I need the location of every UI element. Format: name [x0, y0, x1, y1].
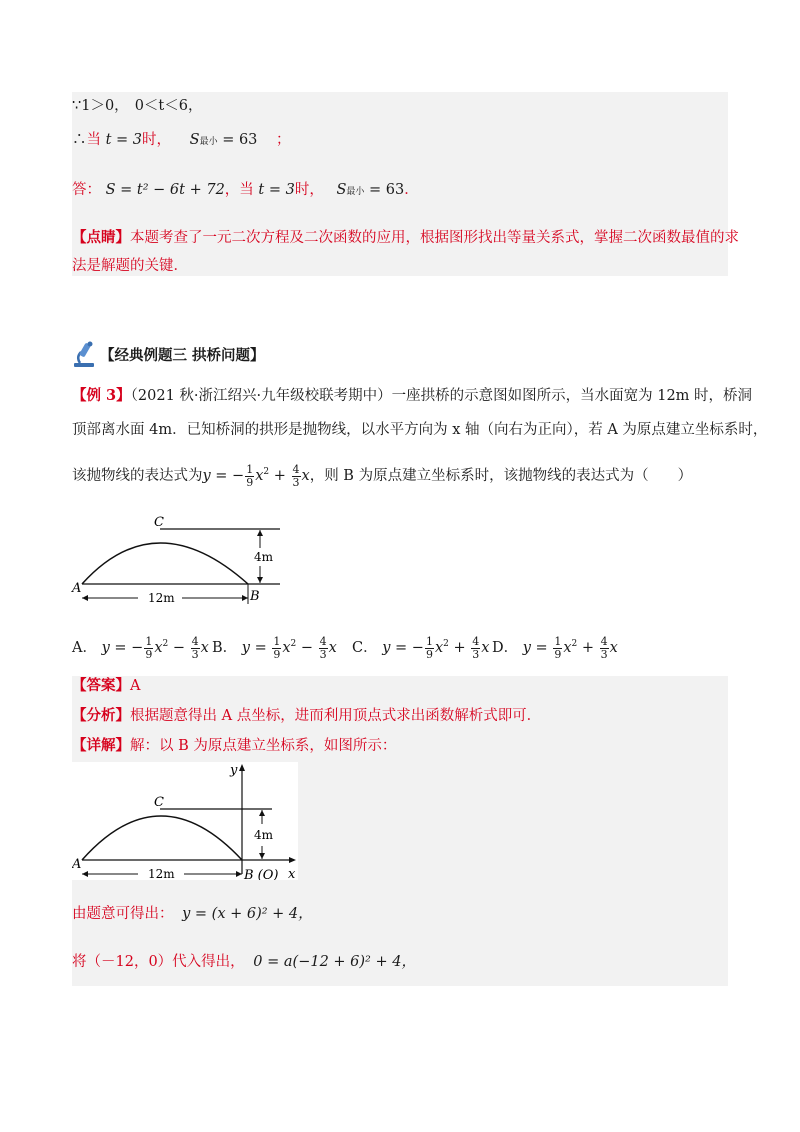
label-height: 4m [254, 828, 274, 842]
option-a[interactable]: A． y = − $\frac{1}{9}$ $x^2$ − $\frac{4}{3}$ x [72, 634, 209, 661]
label-width: 12m [148, 591, 175, 605]
label-C: C [154, 516, 164, 530]
line-answer-statement: 答： S = t² − 6t + 72，当 t = 3时， S最小 = 63． [72, 182, 419, 198]
label-A: A [72, 857, 82, 872]
option-b[interactable]: B． y = $\frac{1}{9}$ $x^2$ − $\frac{4}{3}$ x [212, 634, 337, 661]
label-B-O: B (O) [244, 868, 279, 880]
label-width: 12m [148, 867, 175, 880]
derive-line-2: 将（－12，0）代入得出， 0 = a(−12 + 6)² + 4， [72, 954, 416, 970]
section-title: 【经典例题三 拱桥问题】 [100, 347, 265, 364]
label-A: A [72, 581, 82, 596]
analysis-line: 【分析】根据题意得出 A 点坐标，进而利用顶点式求出函数解析式即可． [72, 707, 542, 724]
label-B: B [250, 589, 260, 604]
parabola-arch [82, 543, 248, 584]
derive-line-1: 由题意可得出： y = (x + 6)² + 4， [72, 906, 313, 922]
answer-line: 【答案】A [72, 677, 141, 694]
example-line-2: 顶部离水面 4m．已知桥洞的拱形是抛物线，以水平方向为 x 轴（向右为正向），若 A 为原点建立坐标系时， [72, 422, 768, 438]
line-condition: ∵1＞0， 0＜t＜6， [72, 98, 203, 114]
microscope-icon [72, 340, 98, 368]
figure-bridge-1 [70, 516, 290, 612]
option-d[interactable]: D． y = $\frac{1}{9}$ $x^2$ + $\frac{4}{3}$ x [492, 634, 618, 661]
label-height: 4m [254, 550, 274, 564]
example-line-3: 该抛物线的表达式为y = − $\frac{1}{9}$ $x^2$ + $\frac{4}{3}$ x，则 B 为原点建立坐标系时，该抛物线的表达式为（ ） [72, 462, 693, 489]
example-line-1: 【例 3】（2021 秋·浙江绍兴·九年级校联考期中）一座拱桥的示意图如图所示，当水面宽为 12m 时，桥洞 [72, 387, 753, 404]
option-c[interactable]: C． y = − $\frac{1}{9}$ $x^2$ + $\frac{4}{3}$ x [352, 634, 490, 661]
detail-line: 【详解】解：以 B 为原点建立坐标系，如图所示： [72, 737, 397, 754]
label-x: x [288, 867, 296, 880]
parabola-arch [82, 816, 242, 860]
comment-line-1: 【点睛】本题考查了一元二次方程及二次函数的应用，根据图形找出等量关系式，掌握二次函数最值的求 [72, 229, 739, 246]
label-y: y [230, 763, 238, 778]
line-min-condition: ∴当 t = 3时， S最小 = 63 ； [72, 132, 291, 148]
figure-bridge-2 [72, 762, 298, 880]
comment-line-2: 法是解题的关键． [72, 258, 188, 274]
label-C: C [154, 795, 164, 810]
